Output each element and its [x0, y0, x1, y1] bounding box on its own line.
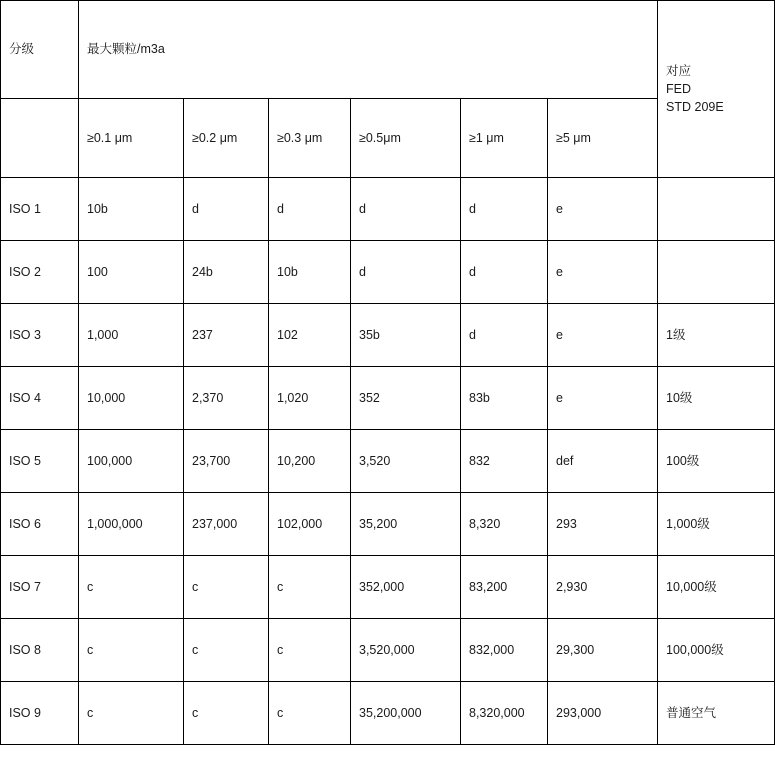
table-row: [1, 493, 775, 556]
header-size-1: ≥0.2 μm: [184, 99, 269, 178]
row-grade: ISO 5: [1, 430, 79, 493]
row-grade: ISO 8: [1, 619, 79, 682]
row-value-2: 10b: [269, 241, 351, 304]
row-value-0: 100: [79, 241, 184, 304]
header-size-3: ≥0.5μm: [351, 99, 461, 178]
row-grade: ISO 3: [1, 304, 79, 367]
row-value-1: 237,000: [184, 493, 269, 556]
header-size-0: ≥0.1 μm: [79, 99, 184, 178]
row-value-3: d: [351, 178, 461, 241]
row-value-4: d: [461, 241, 548, 304]
row-value-5: e: [548, 367, 658, 430]
row-grade: ISO 4: [1, 367, 79, 430]
header-grade: 分级: [1, 1, 79, 99]
row-fed: 普通空气: [658, 682, 775, 745]
row-grade: ISO 7: [1, 556, 79, 619]
header-max-particles: 最大颗粒/m3a: [79, 1, 658, 99]
row-value-4: 8,320: [461, 493, 548, 556]
row-value-3: 35,200: [351, 493, 461, 556]
row-grade: ISO 9: [1, 682, 79, 745]
header-fed-std: [658, 1, 775, 178]
table-row: [1, 241, 775, 304]
row-value-3: 3,520,000: [351, 619, 461, 682]
row-value-0: c: [79, 556, 184, 619]
row-value-0: c: [79, 682, 184, 745]
row-value-4: 83b: [461, 367, 548, 430]
row-value-2: c: [269, 682, 351, 745]
row-value-3: d: [351, 241, 461, 304]
header-spacer: [1, 99, 79, 178]
row-value-0: c: [79, 619, 184, 682]
row-fed: 1级: [658, 304, 775, 367]
table-row: [1, 304, 775, 367]
header-fed-line-1: 对应: [666, 63, 692, 78]
row-value-0: 10b: [79, 178, 184, 241]
row-fed: [658, 178, 775, 241]
row-value-4: d: [461, 304, 548, 367]
row-value-1: c: [184, 556, 269, 619]
row-fed: 100级: [658, 430, 775, 493]
row-fed: [658, 241, 775, 304]
table-row: [1, 178, 775, 241]
row-value-2: 10,200: [269, 430, 351, 493]
row-fed: 1,000级: [658, 493, 775, 556]
row-fed: 100,000级: [658, 619, 775, 682]
row-value-1: c: [184, 619, 269, 682]
header-size-5: ≥5 μm: [548, 99, 658, 178]
row-value-5: def: [548, 430, 658, 493]
row-grade: ISO 1: [1, 178, 79, 241]
row-value-5: 293,000: [548, 682, 658, 745]
row-value-0: 100,000: [79, 430, 184, 493]
row-value-2: d: [269, 178, 351, 241]
header-size-4: ≥1 μm: [461, 99, 548, 178]
row-value-1: c: [184, 682, 269, 745]
row-value-5: 29,300: [548, 619, 658, 682]
row-value-4: 832,000: [461, 619, 548, 682]
row-value-4: 83,200: [461, 556, 548, 619]
row-value-0: 1,000: [79, 304, 184, 367]
row-value-4: d: [461, 178, 548, 241]
table-row: [1, 430, 775, 493]
table-row: [1, 556, 775, 619]
row-value-2: c: [269, 556, 351, 619]
row-value-1: 2,370: [184, 367, 269, 430]
row-value-5: 2,930: [548, 556, 658, 619]
row-value-5: e: [548, 178, 658, 241]
row-value-3: 352: [351, 367, 461, 430]
row-value-2: 102,000: [269, 493, 351, 556]
row-value-4: 8,320,000: [461, 682, 548, 745]
row-value-2: 102: [269, 304, 351, 367]
row-grade: ISO 6: [1, 493, 79, 556]
row-value-4: 832: [461, 430, 548, 493]
row-value-5: e: [548, 304, 658, 367]
row-value-2: 1,020: [269, 367, 351, 430]
row-value-3: 352,000: [351, 556, 461, 619]
row-value-1: d: [184, 178, 269, 241]
row-value-3: 3,520: [351, 430, 461, 493]
row-grade: ISO 2: [1, 241, 79, 304]
header-fed-line-3: STD 209E: [666, 100, 724, 115]
table-row: [1, 682, 775, 745]
table-row: [1, 619, 775, 682]
header-size-2: ≥0.3 μm: [269, 99, 351, 178]
row-value-0: 10,000: [79, 367, 184, 430]
row-value-5: 293: [548, 493, 658, 556]
row-value-0: 1,000,000: [79, 493, 184, 556]
table-header-row-1: [1, 1, 775, 99]
row-value-1: 24b: [184, 241, 269, 304]
row-value-1: 237: [184, 304, 269, 367]
row-fed: 10,000级: [658, 556, 775, 619]
row-value-1: 23,700: [184, 430, 269, 493]
row-value-3: 35b: [351, 304, 461, 367]
row-value-3: 35,200,000: [351, 682, 461, 745]
header-fed-line-2: FED: [666, 81, 692, 96]
row-value-2: c: [269, 619, 351, 682]
table-row: [1, 367, 775, 430]
row-value-5: e: [548, 241, 658, 304]
row-fed: 10级: [658, 367, 775, 430]
